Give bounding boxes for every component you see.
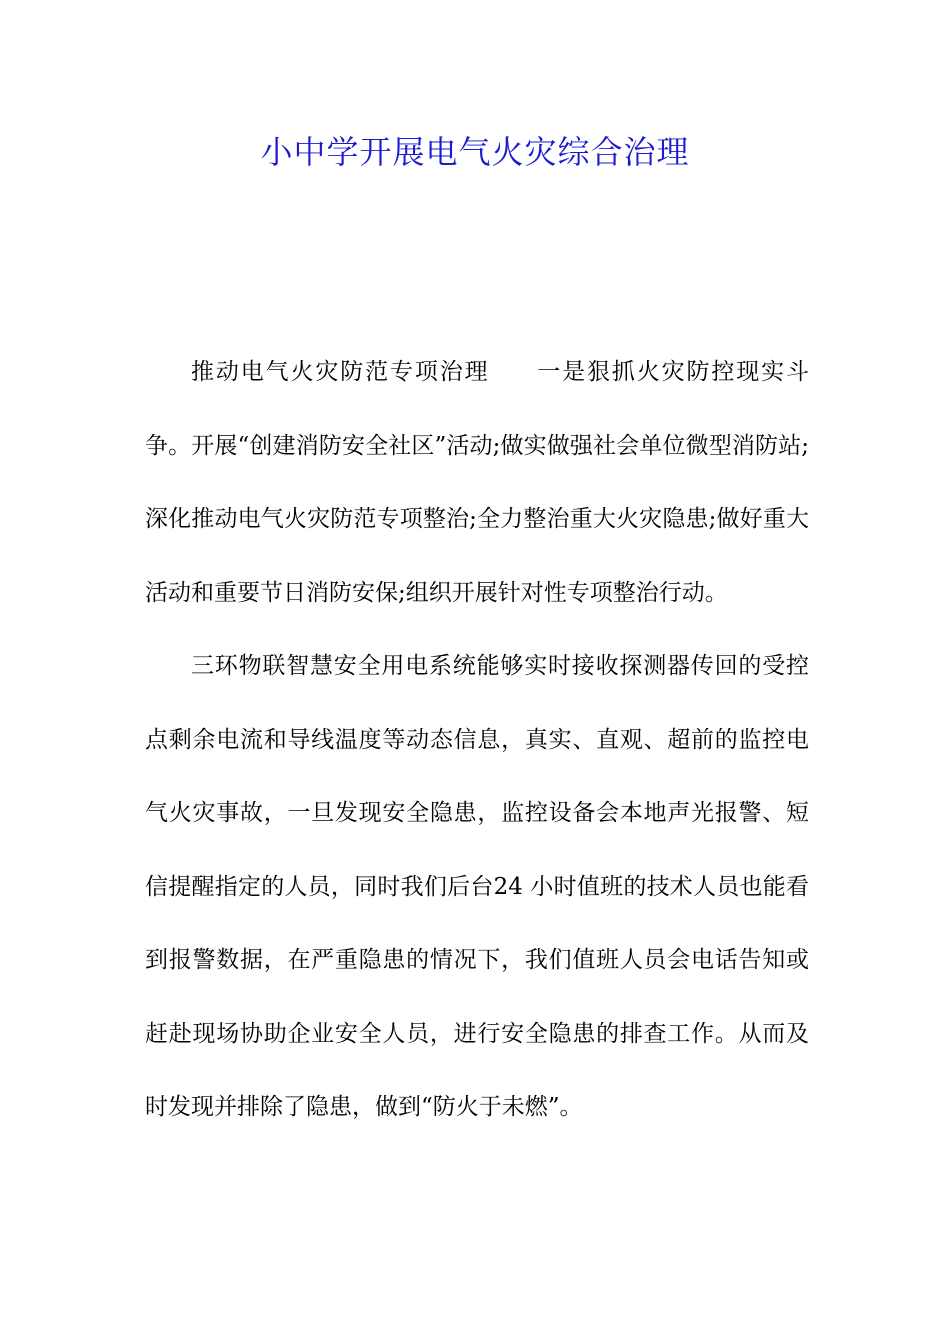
document-title: 小中学开展电气火灾综合治理 (260, 133, 690, 171)
paragraph-1-text: 一是狠抓火灾防控现实斗争。开展“创建消防安全社区”活动;做实做强社会单位微型消防站;深化推动电气火灾防范专项整治;全力整治重大火灾隐患;做好重大活动和重要节日消防安保;组织开展针对性专项整治行动。 (145, 359, 810, 606)
paragraph-1 (145, 336, 809, 630)
paragraph-1-heading: 推动电气火灾防范专项治理 (191, 359, 490, 385)
document-body (145, 336, 809, 1145)
paragraph-2-text: 三环物联智慧安全用电系统能够实时接收探测器传回的受控点剩余电流和导线温度等动态信息，真实、直观、超前的监控电气火灾事故，一旦发现安全隐患，监控设备会本地声光报警、短信提醒指定的人员，同时我们后台24 小时值班的技术人员也能看到报警数据，在严重隐患的情况下，我们值班人员会电话告知或赶赴现场协助企业安全人员，进行安全隐患的排查工作。从而及时发现并排除了隐患，做到“防火于未燃”。 (145, 653, 809, 1120)
paragraph-2 (145, 630, 809, 1145)
